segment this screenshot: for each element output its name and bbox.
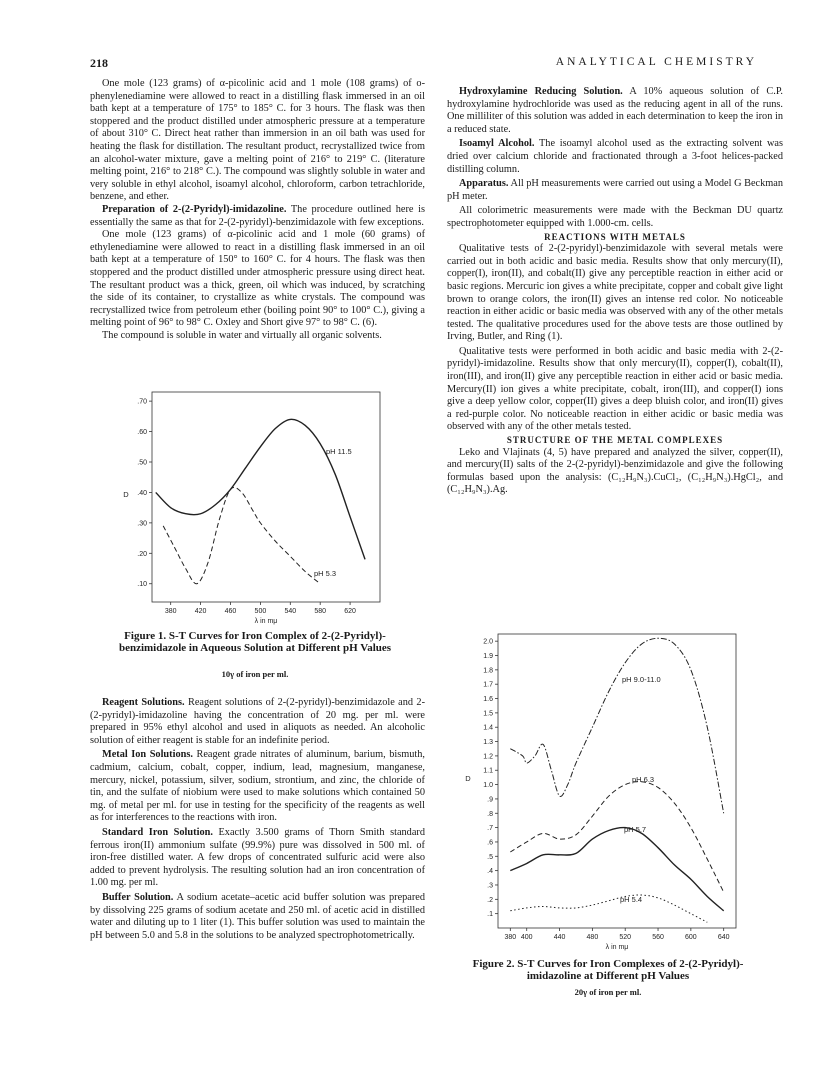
figure-2-caption: Figure 2. S-T Curves for Iron Complexes of 2-(2-Pyridyl)-imidazoline at Different pH Values bbox=[472, 958, 744, 982]
figure-1-caption: Figure 1. S-T Curves for Iron Complex of 2-(2-Pyridyl)-benzimidazole in Aqueous Solution at Different pH Values bbox=[118, 630, 392, 654]
y-tick-label: .8 bbox=[487, 810, 493, 818]
paragraph bbox=[90, 204, 425, 229]
y-tick-label: .60 bbox=[137, 429, 147, 437]
run-in-heading: Buffer Solution. bbox=[102, 891, 174, 903]
run-in-heading: Metal Ion Solutions. bbox=[102, 749, 193, 761]
y-axis-label: D bbox=[465, 774, 471, 783]
paragraph-text: All pH measurements were carried out using a Model G Beckman pH meter. bbox=[447, 178, 783, 202]
y-tick-label: 1.4 bbox=[483, 724, 493, 732]
y-tick-label: 1.7 bbox=[483, 681, 493, 689]
page-number: 218 bbox=[90, 56, 108, 70]
figure-1 bbox=[118, 386, 388, 626]
y-tick-label: .6 bbox=[487, 839, 493, 847]
run-in-heading: Isoamyl Alcohol. bbox=[459, 138, 535, 150]
x-tick-label: 440 bbox=[553, 934, 566, 941]
y-tick-label: 1.0 bbox=[483, 782, 493, 790]
y-tick-label: .2 bbox=[487, 896, 493, 904]
paragraph: The compound is soluble in water and virtually all organic solvents. bbox=[102, 329, 382, 341]
y-tick-label: .7 bbox=[487, 825, 493, 833]
y-tick-label: 2.0 bbox=[483, 638, 493, 646]
y-tick-label: .5 bbox=[487, 853, 493, 861]
paragraph-text: A 10% aqueous solution of C.P. hydroxylamine hydrochloride was used as the reducing agent in all of the runs. One milliliter of this solution was added in each determination to keep the iron in a reduced state. bbox=[447, 86, 783, 135]
run-in-heading: Standard Iron Solution. bbox=[102, 826, 213, 838]
paragraph-text: Reagent solutions of 2-(2-pyridyl)-benzimidazole and 2-(2-pyridyl)-imidazoline having the concentration of 20 mg. per ml. were prepared in 95% ethyl alcohol and used in aliquots as needed. An alcoholic solution of either reagent is stable for an indefinite period. bbox=[90, 697, 425, 746]
paragraph: Qualitative tests were performed in both acidic and basic media with 2-(2-pyridyl)-imidazoline. Results show that only mercury(II), copper(I), cobalt(II), iron(III), and iron(II) give any perceptible reaction in either acid or basic media. Mercury(II) ion gives a white precipitate, cobalt, iron(III), and copper(I) ions give a deep yellow color, copper(II) gives a deep bluish color, and iron(II) gives a red-purple color. No noticeable reaction in either acidic or basic media was observed with any of the other metals tested. bbox=[447, 345, 783, 433]
y-tick-label: .4 bbox=[487, 868, 493, 876]
figure-2-chart bbox=[465, 626, 750, 956]
paragraph-text: The isoamyl alcohol used as the extracting solvent was dried over calcium chloride and fractionated through a 3-foot helices-packed distilling column. bbox=[447, 138, 783, 175]
left-column-bottom bbox=[90, 695, 425, 942]
series-label: pH 5.7 bbox=[624, 825, 647, 834]
right-column-top bbox=[447, 84, 783, 497]
paragraph: One mole (123 grams) of α-picolinic acid and 1 mole (60 grams) of ethylenediamine were allowed to react in a distilling flask immersed in an oil bath kept at a temperature of 150° to 160° C. for 4 hours. The flask was then stoppered and the product distilled under atmospheric pressure using direct heat. The resultant product was a thick, green, oil which was induced, by scratching the side of its container, to crystallize as white crystals. The compound was recrystallized twice from petroleum ether (boiling point 90° to 100° C.), giving a melting point of 96° to 98° C. Oxley and Short give 97° to 98° C. (6). bbox=[90, 229, 425, 329]
series-label: pH 11.5 bbox=[326, 447, 352, 456]
y-tick-label: 1.6 bbox=[483, 696, 493, 704]
series-label: pH 9.0-11.0 bbox=[622, 675, 661, 684]
x-tick-label: 500 bbox=[254, 608, 267, 615]
plot-frame bbox=[152, 392, 380, 602]
y-tick-label: .20 bbox=[137, 550, 147, 558]
paragraph bbox=[90, 892, 425, 942]
y-tick-label: .9 bbox=[487, 796, 493, 804]
paragraph: All colorimetric measurements were made with the Beckman DU quartz spectrophotometer equipped with 1.000-cm. cells. bbox=[447, 205, 783, 229]
paragraph-text: Exactly 3.500 grams of Thorn Smith standard ferrous iron(II) ammonium sulfate (99.9%) pure was dissolved in 500 ml. of iron-free distilled water. A few drops of concentrated sulfuric acid were also added to prevent hydrolysis. The resulting solution had an iron concentration of 1.00 mg. per ml. bbox=[90, 826, 425, 889]
paragraph bbox=[90, 697, 425, 747]
y-tick-label: .50 bbox=[137, 459, 147, 467]
figure-1-subcaption: 10γ of iron per ml. bbox=[221, 669, 289, 679]
y-tick-label: .1 bbox=[487, 911, 493, 919]
series-label: pH 6.3 bbox=[632, 775, 655, 784]
figure-2 bbox=[465, 626, 750, 956]
x-axis-label: λ in mμ bbox=[254, 618, 278, 625]
paragraph bbox=[447, 86, 783, 136]
run-in-heading: Preparation of 2-(2-Pyridyl)-imidazoline. bbox=[102, 203, 287, 215]
y-tick-label: 1.1 bbox=[483, 767, 493, 775]
y-tick-label: .10 bbox=[137, 581, 147, 589]
x-tick-label: 600 bbox=[685, 934, 697, 941]
x-tick-label: 580 bbox=[314, 608, 327, 615]
paragraph bbox=[90, 827, 425, 890]
series-line bbox=[510, 895, 707, 922]
x-tick-label: 640 bbox=[717, 934, 730, 941]
run-in-heading: Hydroxylamine Reducing Solution. bbox=[459, 86, 623, 97]
y-tick-label: 1.9 bbox=[483, 653, 493, 661]
run-in-heading: Reagent Solutions. bbox=[102, 697, 185, 708]
paragraph bbox=[447, 178, 783, 203]
paragraph-text: A sodium acetate–acetic acid buffer solution was prepared by dissolving 225 grams of sodium acetate and 250 ml. of acetic acid in distilled water and diluting up to 1 liter (1). This buffer solution was used to maintain the pH between 5.0 and 5.8 in the solutions to be analyzed spectrophotometrically. bbox=[90, 891, 425, 941]
paragraph: Qualitative tests of 2-(2-pyridyl)-benzimidazole with several metals were carried out in both acidic and basic media. Results show that only mercury(II), copper(I), iron(II), and cobalt(II) give any perceptible reaction in either acid or basic regions. Mercuric ion gives a white precipitate, copper and cobalt give light brown to orange colors, the iron(II) gives an intense red color. No noticeable reaction in either acidic or basic media was observed with any of the other metals tested. The qualitative procedures used for the above tests are those outlined by Irving, Butler, and Ring (1). bbox=[447, 243, 783, 343]
x-tick-label: 480 bbox=[586, 934, 599, 941]
y-tick-label: .70 bbox=[137, 398, 147, 406]
series-label: pH 5.4 bbox=[620, 895, 643, 904]
paragraph-text: The procedure outlined here is essentially the same as that for 2-(2-pyridyl)-benzimidazole with few exceptions. bbox=[90, 203, 425, 228]
paragraph: One mole (123 grams) of α-picolinic acid and 1 mole (108 grams) of o-phenylenediamine were allowed to react in a distilling flask immersed in an oil bath kept at a temperature of 175° to 185° C. for 3 hours. The flask was then stoppered and the product distilled under atmospheric pressure at a temperature of about 310° C. Direct heat rather than immersion in an oil bath was used for heating the flask for distillation. The resultant product, recrystallized twice from an alcohol-water mixture, gave a melting point of 216° to 219° C. (literature melting point, 216° to 218° C.). The compound was slightly soluble in water and very soluble in ethyl alcohol, isoamyl alcohol, chloroform, carbon tetrachloride, benzene, and ether. bbox=[90, 78, 425, 203]
y-tick-label: 1.8 bbox=[483, 667, 493, 675]
x-tick-label: 380 bbox=[164, 608, 177, 615]
paragraph bbox=[447, 138, 783, 176]
series-line bbox=[510, 782, 723, 893]
x-tick-label: 420 bbox=[194, 608, 207, 615]
y-axis-label: D bbox=[123, 490, 129, 499]
y-tick-label: 1.2 bbox=[483, 753, 493, 761]
x-tick-label: 460 bbox=[224, 608, 237, 615]
section-heading: STRUCTURE OF THE METAL COMPLEXES bbox=[506, 435, 724, 446]
x-tick-label: 400 bbox=[520, 934, 533, 941]
x-tick-label: 540 bbox=[284, 608, 297, 615]
y-tick-label: .30 bbox=[137, 520, 147, 528]
y-tick-label: 1.3 bbox=[483, 739, 493, 747]
paragraph-text: Reagent grade nitrates of aluminum, barium, bismuth, cadmium, calcium, cobalt, copper, indium, lead, magnesium, manganese, mercury, nickel, potassium, silver, sodium, strontium, and zinc, the chloride of tin, and the sulfate of niobium were used to make solutions which contained 50 mg. of metal per ml. for use in testing for the specificity of the reagents as well as for interferences to the reactions with iron. bbox=[90, 749, 426, 824]
figure-2-subcaption: 20γ of iron per ml. bbox=[574, 987, 642, 997]
series-label: pH 5.3 bbox=[314, 569, 337, 578]
plot-frame bbox=[498, 634, 736, 928]
y-tick-label: 1.5 bbox=[483, 710, 493, 718]
x-tick-label: 560 bbox=[652, 934, 664, 941]
run-in-heading: Apparatus. bbox=[459, 178, 509, 190]
y-tick-label: .40 bbox=[137, 489, 147, 497]
series-line bbox=[510, 638, 723, 813]
x-tick-label: 520 bbox=[619, 934, 632, 941]
section-heading: REACTIONS WITH METALS bbox=[544, 231, 686, 242]
left-column-top bbox=[90, 78, 425, 342]
journal-title: ANALYTICAL CHEMISTRY bbox=[555, 56, 757, 68]
y-tick-label: .3 bbox=[487, 882, 493, 890]
series-line bbox=[156, 419, 365, 559]
x-tick-label: 380 bbox=[504, 934, 517, 941]
figure-1-chart bbox=[118, 386, 388, 626]
paragraph bbox=[90, 749, 425, 825]
x-tick-label: 620 bbox=[344, 608, 356, 615]
series-line bbox=[163, 487, 320, 583]
paragraph: Leko and Vlajinats (4, 5) have prepared and analyzed the silver, copper(II), and mercury(II) salts of the 2-(2-pyridyl)-benzimidazole and give the following formulas based upon the analysis: (C₁₂H₉N₃).CuCl₂, (C₁₂H₉N₃).HgCl₂, and (C₁₂H₉N₃).Ag. bbox=[447, 446, 783, 496]
x-axis-label: λ in mμ bbox=[605, 944, 629, 951]
